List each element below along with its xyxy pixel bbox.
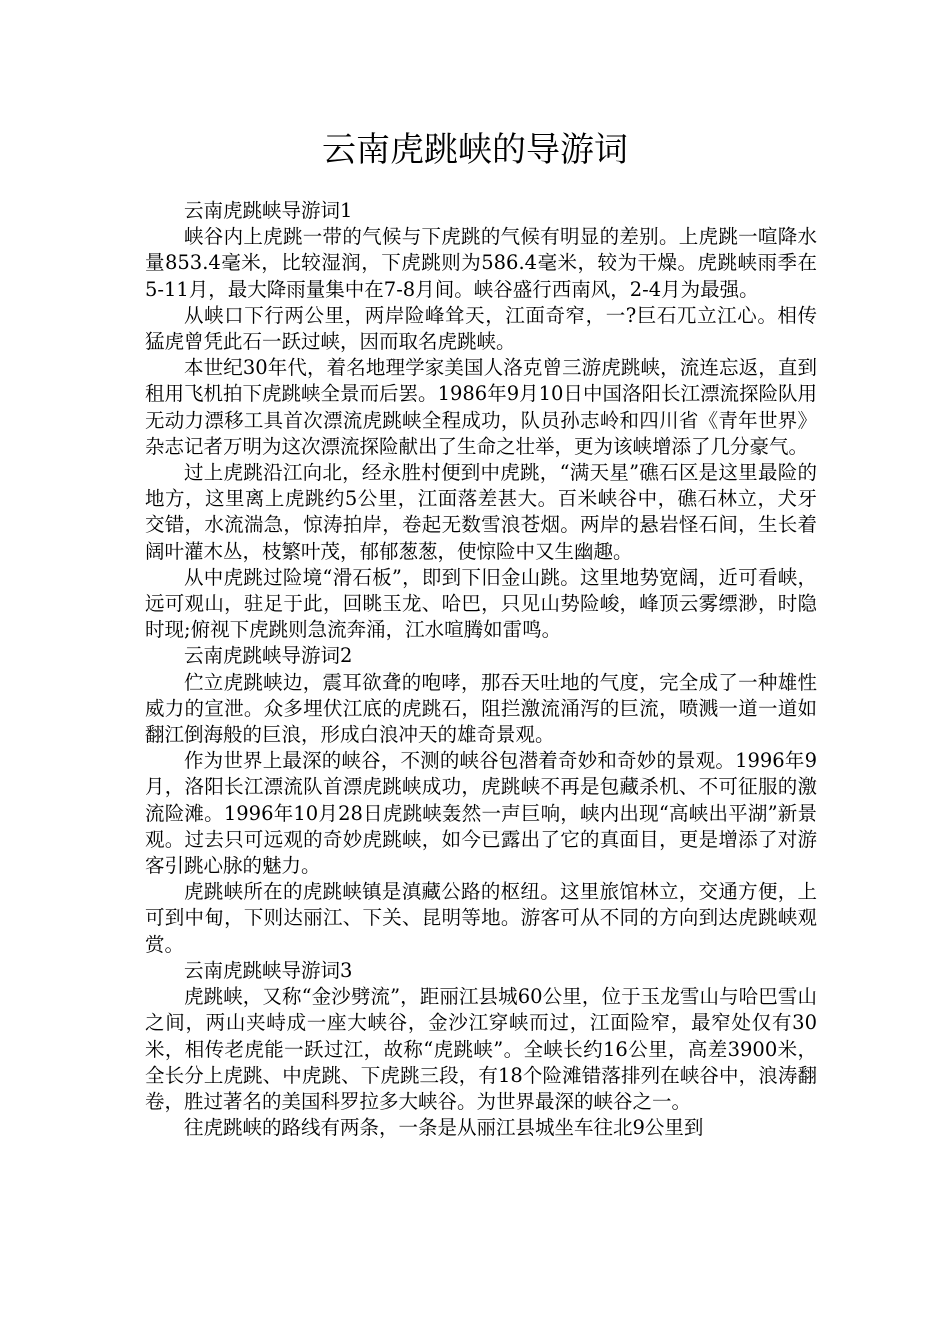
paragraph: 过上虎跳沿江向北，经永胜村便到中虎跳，“满天星”礁石区是这里最险的地方，这里离上虎跳约5公里，江面落差甚大。百米峡谷中，礁石林立，犬牙交错，水流湍急，惊涛拍岸，卷起无数雪浪苍烟。两岸的悬岩怪石间，生长着阔叶灌木丛，枝繁叶茂，郁郁葱葱，使惊险中又生幽趣。 (145, 461, 817, 563)
document-body (145, 198, 817, 1141)
paragraph: 从峡口下行两公里，两岸险峰耸天，江面奇窄，一?巨石兀立江心。相传猛虎曾凭此石一跃过峡，因而取名虎跳峡。 (145, 303, 817, 354)
paragraph: 峡谷内上虎跳一带的气候与下虎跳的气候有明显的差别。上虎跳一喧降水量853.4毫米，比较湿润，下虎跳则为586.4毫米，较为干燥。虎跳峡雨季在5-11月，最大降雨量集中在7-8月间。峡谷盛行西南风，2-4月为最强。 (145, 225, 817, 301)
section-heading: 云南虎跳峡导游词3 (184, 958, 353, 982)
section-heading: 云南虎跳峡导游词1 (184, 199, 353, 222)
paragraph: 虎跳峡所在的虎跳峡镇是滇藏公路的枢纽。这里旅馆林立，交通方便，上可到中甸，下则达丽江、下关、昆明等地。游客可从不同的方向到达虎跳峡观赏。 (145, 880, 817, 956)
document-title: 云南虎跳峡的导游词 (322, 130, 628, 170)
section-heading: 云南虎跳峡导游词2 (184, 644, 353, 668)
paragraph: 本世纪30年代，着名地理学家美国人洛克曾三游虎跳峡，流连忘返，直到租用飞机拍下虎跳峡全景而后罢。1986年9月10日中国洛阳长江漂流探险队用无动力漂移工具首次漂流虎跳峡全程成功，队员孙志岭和四川省《青年世界》杂志记者万明为这次漂流探险献出了生命之壮举，更为该峡增添了几分豪气。 (145, 356, 817, 458)
paragraph: 往虎跳峡的路线有两条，一条是从丽江县城坐车往北9公里到 (184, 1116, 704, 1140)
paragraph: 伫立虎跳峡边，震耳欲聋的咆哮，那吞天吐地的气度，完全成了一种雄性威力的宣泄。众多埋伏江底的虎跳石，阻拦激流涌泻的巨流，喷溅一道一道如翻江倒海般的巨浪，形成白浪冲天的雄奇景观。 (145, 670, 817, 747)
paragraph: 从中虎跳过险境“滑石板”，即到下旧金山跳。这里地势宽阔，近可看峡，远可观山，驻足于此，回眺玉龙、哈巴，只见山势险峻，峰顶云雾缥渺，时隐时现;俯视下虎跳则急流奔涌，江水喧腾如雷鸣。 (145, 565, 817, 642)
paragraph: 虎跳峡，又称“金沙劈流”，距丽江县城60公里，位于玉龙雪山与哈巴雪山之间，两山夹峙成一座大峡谷，金沙江穿峡而过，江面险窄，最窄处仅有30米，相传老虎能一跃过江，故称“虎跳峡”。全峡长约16公里，高差3900米，全长分上虎跳、中虎跳、下虎跳三段，有18个险滩错落排列在峡谷中，浪涛翻卷，胜过著名的美国科罗拉多大峡谷。为世界最深的峡谷之一。 (145, 985, 817, 1113)
paragraph: 作为世界上最深的峡谷，不测的峡谷包潜着奇妙和奇妙的景观。1996年9月，洛阳长江漂流队首漂虎跳峡成功，虎跳峡不再是包藏杀机、不可征服的激流险滩。1996年10月28日虎跳峡轰然一声巨响，峡内出现“高峡出平湖”新景观。过去只可远观的奇妙虎跳峡，如今已露出了它的真面目，更是增添了对游客引跳心脉的魅力。 (145, 749, 817, 878)
